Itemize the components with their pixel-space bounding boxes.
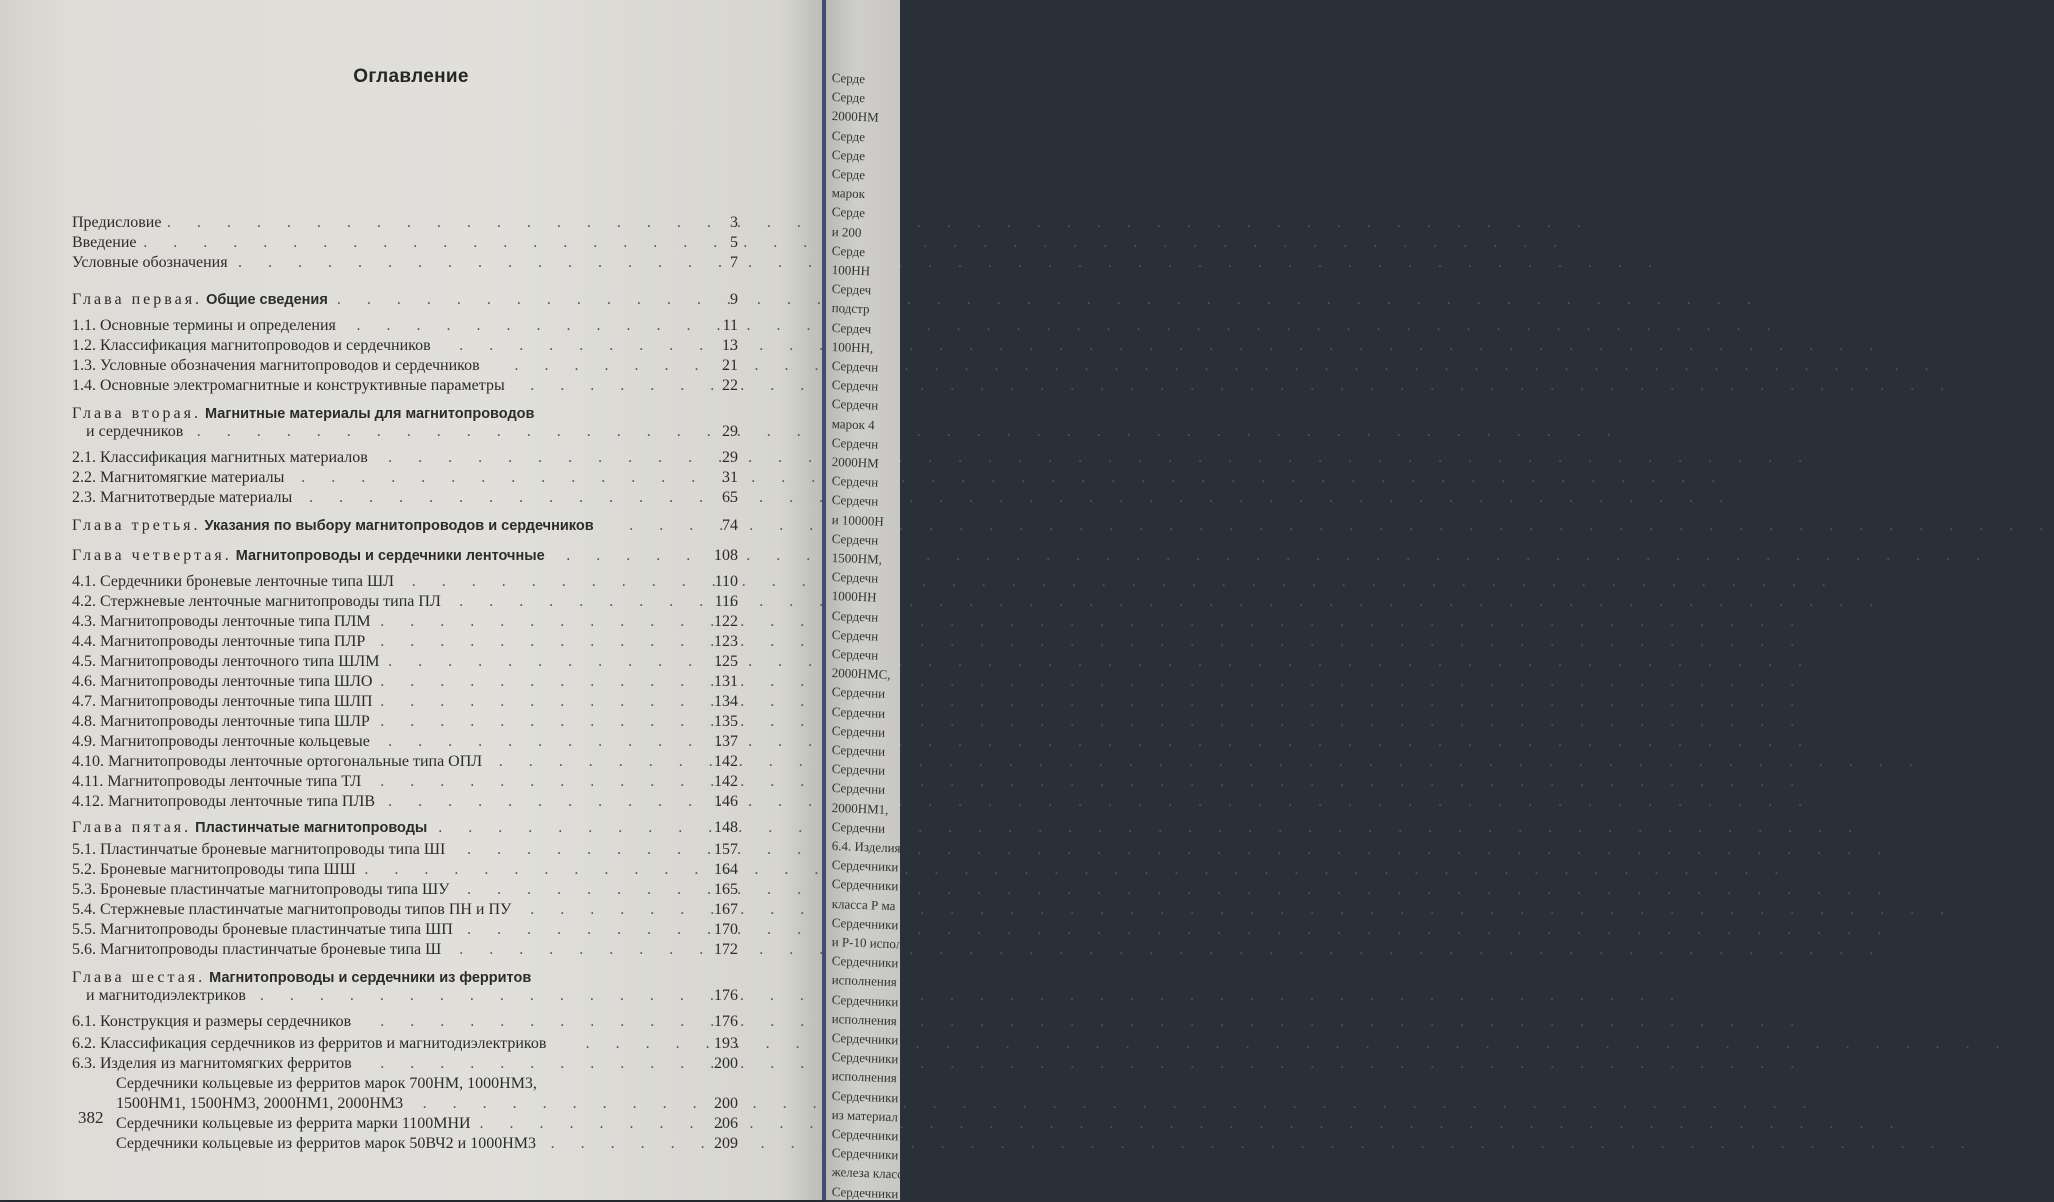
toc-entry bbox=[0, 1012, 822, 1032]
toc-entry bbox=[0, 612, 822, 632]
adjacent-page-text: Сердечн bbox=[831, 492, 879, 510]
toc-page-number: 11 bbox=[722, 317, 738, 334]
dot-leader bbox=[380, 612, 699, 632]
toc-entry-label: и сердечников bbox=[86, 423, 184, 440]
toc-entry-label: 1.4. Основные электромагнитные и конструктивные параметры bbox=[72, 377, 505, 394]
toc-entry bbox=[0, 213, 822, 233]
adjacent-page-text: 100НН bbox=[831, 262, 871, 279]
chapter-number: Глава пятая. bbox=[72, 819, 192, 836]
adjacent-page-text: Сердечники bbox=[831, 953, 899, 971]
dot-leader bbox=[357, 316, 709, 336]
toc-page-number: 110 bbox=[714, 573, 738, 590]
toc-page-number: 200 bbox=[714, 1055, 738, 1072]
adjacent-page-text: Сердечн bbox=[831, 569, 879, 586]
dot-leader bbox=[515, 356, 709, 376]
chapter-number: Глава первая. bbox=[72, 291, 203, 308]
dot-leader bbox=[412, 572, 699, 592]
dot-leader bbox=[197, 422, 708, 442]
toc-entry bbox=[0, 772, 822, 792]
adjacent-page-text: Сердечни bbox=[831, 761, 886, 779]
toc-entry-label: 6.3. Изделия из магнитомягких ферритов bbox=[72, 1055, 352, 1072]
toc-entry-label: и магнитодиэлектриков bbox=[86, 987, 246, 1004]
adjacent-page-text: и 10000Н bbox=[831, 511, 885, 529]
toc-page-number: 7 bbox=[730, 254, 738, 271]
adjacent-page-text: Сердечники bbox=[831, 914, 899, 933]
dot-leader bbox=[467, 840, 699, 860]
adjacent-page-text: Серде bbox=[831, 242, 866, 259]
adjacent-page-text: Сердечни bbox=[831, 780, 886, 798]
toc-page-number: 146 bbox=[714, 793, 738, 810]
toc-entry bbox=[0, 752, 822, 772]
toc-entry bbox=[0, 316, 822, 336]
toc-entry bbox=[0, 448, 822, 468]
adjacent-page-text: 1500НМ, bbox=[831, 550, 883, 567]
dot-leader bbox=[480, 1114, 700, 1134]
dot-leader bbox=[629, 516, 708, 536]
toc-entry bbox=[0, 336, 822, 356]
toc-entry bbox=[0, 880, 822, 900]
toc-entry-label: 2.3. Магнитотвердые материалы bbox=[72, 489, 293, 506]
adjacent-page-text: Серде bbox=[831, 146, 866, 163]
toc-entry-label: Условные обозначения bbox=[72, 254, 228, 271]
toc-entry-label: Предисловие bbox=[72, 214, 162, 231]
toc-entry-label: 1500НМ1, 1500НМ3, 2000НМ1, 2000НМ3 bbox=[116, 1095, 404, 1112]
toc-chapter-row bbox=[0, 968, 822, 988]
adjacent-page-text: Сердечники bbox=[831, 1183, 899, 1201]
dot-leader bbox=[301, 468, 708, 488]
adjacent-page-text: подстр bbox=[831, 300, 870, 317]
toc-title: Оглавление bbox=[353, 66, 469, 87]
toc-entry bbox=[0, 672, 822, 692]
toc-page-number: 29 bbox=[722, 449, 738, 466]
toc-page-number: 148 bbox=[714, 819, 738, 836]
toc-entry bbox=[0, 233, 822, 253]
dot-leader bbox=[238, 253, 717, 273]
toc-entry-label: 6.1. Конструкция и размеры сердечников bbox=[72, 1013, 352, 1030]
toc-page-number: 123 bbox=[714, 633, 738, 650]
chapter-number: Глава третья. bbox=[72, 517, 201, 534]
adjacent-page-text: 1000НН bbox=[831, 588, 877, 605]
toc-chapter-row bbox=[0, 818, 822, 838]
toc-entry bbox=[0, 860, 822, 880]
toc-entry bbox=[0, 1094, 822, 1114]
toc-page-number: 134 bbox=[714, 693, 738, 710]
adjacent-page-text: и Р-10 испол bbox=[831, 934, 903, 952]
toc-entry bbox=[0, 1114, 822, 1134]
toc-entry-label: Введение bbox=[72, 234, 137, 251]
chapter-title: Магнитопроводы и сердечники ленточные bbox=[231, 548, 545, 564]
toc-page-number: 209 bbox=[714, 1135, 738, 1152]
toc-entry-label: 1.3. Условные обозначения магнитопроводов и сердечников bbox=[72, 357, 480, 374]
toc-chapter-row bbox=[0, 546, 822, 566]
adjacent-page-fragment bbox=[826, 0, 917, 1201]
toc-page-number: 142 bbox=[714, 753, 738, 770]
toc-entry bbox=[0, 488, 822, 508]
adjacent-page-text: Сердечн bbox=[831, 646, 879, 663]
adjacent-page-text: Сердечн bbox=[831, 377, 879, 394]
toc-page-number: 193 bbox=[714, 1035, 738, 1052]
adjacent-page-text: 2000НМС, bbox=[831, 665, 891, 683]
toc-entry-label: 6.2. Классификация сердечников из ферритов и магнитодиэлектриков bbox=[72, 1035, 547, 1052]
book-page bbox=[0, 0, 822, 1200]
dot-leader bbox=[380, 672, 699, 692]
adjacent-page-text: Сердечники bbox=[831, 1126, 899, 1144]
dot-leader bbox=[380, 692, 699, 712]
adjacent-page-text: 100НН, bbox=[831, 338, 874, 356]
dot-leader bbox=[380, 1054, 699, 1074]
toc-page-number: 108 bbox=[714, 547, 738, 564]
toc-entry-label: 4.2. Стержневые ленточные магнитопроводы типа ПЛ bbox=[72, 593, 441, 610]
adjacent-page-text: 2000НМ1, bbox=[831, 799, 889, 817]
toc-page-number: 200 bbox=[714, 1095, 738, 1112]
chapter-number: Глава шестая. bbox=[72, 969, 206, 986]
toc-entry bbox=[0, 1054, 822, 1074]
dot-leader bbox=[566, 546, 699, 566]
dot-leader bbox=[467, 880, 699, 900]
adjacent-page-text: Серде bbox=[831, 166, 866, 183]
toc-entry-label: 4.6. Магнитопроводы ленточные типа ШЛО bbox=[72, 673, 373, 690]
toc-entry-label: 4.1. Сердечники броневые ленточные типа ШЛ bbox=[72, 573, 395, 590]
adjacent-page-text: исполнения 2 bbox=[831, 1010, 907, 1029]
toc-entry bbox=[0, 712, 822, 732]
adjacent-page-text: Сердечни bbox=[831, 722, 886, 740]
adjacent-page-text: Сердечники bbox=[831, 1145, 899, 1163]
adjacent-page-text: Сердеч bbox=[831, 281, 872, 298]
adjacent-page-text: Сердечники bbox=[831, 991, 899, 1009]
toc-page-number: 167 bbox=[714, 901, 738, 918]
dot-leader bbox=[380, 712, 699, 732]
dot-leader bbox=[459, 592, 699, 612]
toc-page-number: 165 bbox=[714, 881, 738, 898]
toc-entry-label: 5.4. Стержневые пластинчатые магнитопроводы типов ПН и ПУ bbox=[72, 901, 512, 918]
dot-leader bbox=[380, 1012, 699, 1032]
toc-chapter-heading bbox=[72, 516, 594, 536]
toc-entry bbox=[0, 840, 822, 860]
toc-page-number: 131 bbox=[714, 673, 738, 690]
toc-entry-label: 4.9. Магнитопроводы ленточные кольцевые bbox=[72, 733, 370, 750]
toc-entry-label: 4.8. Магнитопроводы ленточные типа ШЛР bbox=[72, 713, 370, 730]
adjacent-page-text: Сердечн bbox=[831, 358, 879, 375]
adjacent-page-text: и 200 bbox=[831, 223, 862, 240]
adjacent-page-text: Сердечники bbox=[831, 1049, 899, 1067]
toc-entry bbox=[0, 900, 822, 920]
dot-leader bbox=[459, 940, 699, 960]
toc-entry-label: Сердечники кольцевые из ферритов марок 700НМ, 1000НМ3, bbox=[116, 1075, 537, 1092]
dot-leader bbox=[530, 376, 708, 396]
toc-entry-label: 4.7. Магнитопроводы ленточные типа ШЛП bbox=[72, 693, 373, 710]
toc-entry bbox=[0, 253, 822, 273]
toc-page-number: 176 bbox=[714, 1013, 738, 1030]
toc-chapter-row bbox=[0, 404, 822, 424]
adjacent-page-text: исполнения bbox=[831, 972, 898, 990]
toc-entry-label: 4.12. Магнитопроводы ленточные типа ПЛВ bbox=[72, 793, 376, 810]
adjacent-page-text: железа класс bbox=[831, 1164, 904, 1182]
adjacent-page-text: Сердечн bbox=[831, 473, 879, 490]
toc-chapter-row bbox=[0, 290, 822, 310]
dot-leader bbox=[438, 818, 699, 838]
dot-leader bbox=[260, 986, 699, 1006]
adjacent-page-text: 2000НМ bbox=[831, 108, 879, 126]
toc-page-number: 172 bbox=[714, 941, 738, 958]
chapter-title: Магнитные материалы для магнитопроводов bbox=[200, 406, 535, 422]
toc-entry-label: 5.1. Пластинчатые броневые магнитопроводы типа ШI bbox=[72, 841, 446, 858]
toc-chapter-heading bbox=[72, 404, 534, 424]
dot-leader bbox=[467, 920, 699, 940]
toc-entry bbox=[0, 1074, 822, 1094]
toc-page-number: 206 bbox=[714, 1115, 738, 1132]
dot-leader bbox=[167, 213, 717, 233]
chapter-number: Глава вторая. bbox=[72, 405, 201, 422]
chapter-title: Магнитопроводы и сердечники из ферритов bbox=[205, 970, 532, 986]
toc-entry bbox=[0, 920, 822, 940]
toc-entry-label: 4.3. Магнитопроводы ленточные типа ПЛМ bbox=[72, 613, 371, 630]
dot-leader bbox=[388, 732, 699, 752]
toc-entry-label: Сердечники кольцевые из феррита марки 1100МНИ bbox=[116, 1115, 471, 1132]
dot-leader bbox=[309, 488, 708, 508]
toc-page-number: 125 bbox=[714, 653, 738, 670]
adjacent-page-text: Сердечн bbox=[831, 607, 879, 625]
toc-entry-label: 1.1. Основные термины и определения bbox=[72, 317, 336, 334]
adjacent-page-text: Сердеч bbox=[831, 319, 872, 336]
toc-page-number: 164 bbox=[714, 861, 738, 878]
dot-leader bbox=[586, 1034, 699, 1054]
adjacent-page-text: Сердечники bbox=[831, 1087, 899, 1105]
dot-leader bbox=[499, 752, 699, 772]
toc-page-number: 5 bbox=[730, 234, 738, 251]
toc-page-number: 21 bbox=[722, 357, 738, 374]
adjacent-page-text: 6.4. Изделия из bbox=[831, 838, 917, 856]
toc-chapter-heading bbox=[72, 546, 545, 566]
toc-entry-label: 4.11. Магнитопроводы ленточные типа ТЛ bbox=[72, 773, 362, 790]
dot-leader bbox=[530, 900, 699, 920]
adjacent-page-text: Серде bbox=[831, 204, 866, 221]
toc-entry bbox=[0, 732, 822, 752]
adjacent-page-text: Сердечн bbox=[831, 434, 879, 452]
toc-entry-label: 2.1. Классификация магнитных материалов bbox=[72, 449, 368, 466]
toc-entry-label: Сердечники кольцевые из ферритов марок 50ВЧ2 и 1000НМ3 bbox=[116, 1135, 536, 1152]
chapter-title: Пластинчатые магнитопроводы bbox=[191, 820, 428, 836]
adjacent-page-text: Серде bbox=[831, 70, 866, 87]
toc-entry-label: 5.3. Броневые пластинчатые магнитопроводы типа ШУ bbox=[72, 881, 450, 898]
toc-entry-label: 2.2. Магнитомягкие материалы bbox=[72, 469, 285, 486]
toc-entry bbox=[0, 572, 822, 592]
dot-leader bbox=[380, 772, 699, 792]
toc-chapter-heading bbox=[72, 818, 427, 838]
toc-entry bbox=[0, 1134, 822, 1154]
toc-entry-label: 4.10. Магнитопроводы ленточные ортогональные типа ОПЛ bbox=[72, 753, 483, 770]
chapter-title: Общие сведения bbox=[202, 292, 328, 308]
adjacent-page-text: Сердечники bbox=[831, 1030, 899, 1048]
toc-entry bbox=[0, 652, 822, 672]
adjacent-page-text: Сердечн bbox=[831, 626, 879, 644]
toc-entry-label: 5.2. Броневые магнитопроводы типа ШШ bbox=[72, 861, 356, 878]
dot-leader bbox=[380, 632, 699, 652]
dot-leader bbox=[337, 290, 717, 310]
toc-entry-label: 1.2. Классификация магнитопроводов и сердечников bbox=[72, 337, 431, 354]
toc-page-number: 22 bbox=[722, 377, 738, 394]
adjacent-page-text: Сердечн bbox=[831, 530, 879, 548]
adjacent-page-text: Сердечники bbox=[831, 876, 899, 894]
toc-page-number: 135 bbox=[714, 713, 738, 730]
toc-entry-label: 5.5. Магнитопроводы броневые пластинчатые типа ШП bbox=[72, 921, 453, 938]
adjacent-page-text: Сердечни bbox=[831, 703, 886, 721]
adjacent-page-text: Сердечни bbox=[831, 818, 886, 836]
toc-entry bbox=[0, 422, 822, 442]
toc-page-number: 176 bbox=[714, 987, 738, 1004]
toc-entry bbox=[0, 1034, 822, 1054]
chapter-number: Глава четвертая. bbox=[72, 547, 232, 564]
dot-leader bbox=[364, 860, 699, 880]
toc-page-number: 31 bbox=[722, 469, 738, 486]
toc-page-number: 3 bbox=[730, 214, 738, 231]
toc-entry bbox=[0, 792, 822, 812]
adjacent-page-text: марок 4 bbox=[831, 415, 875, 433]
toc-entry bbox=[0, 356, 822, 376]
adjacent-page-text: марок bbox=[831, 185, 866, 202]
toc-page-number: 29 bbox=[722, 423, 738, 440]
toc-page-number: 142 bbox=[714, 773, 738, 790]
toc-page-number: 9 bbox=[730, 291, 738, 308]
toc-page-number: 137 bbox=[714, 733, 738, 750]
toc-entry-label: 4.4. Магнитопроводы ленточные типа ПЛР bbox=[72, 633, 366, 650]
dot-leader bbox=[551, 1134, 699, 1154]
toc-chapter-heading bbox=[72, 968, 531, 988]
adjacent-page-text: класса Р ма bbox=[831, 895, 896, 913]
toc-entry bbox=[0, 940, 822, 960]
toc-page-number: 74 bbox=[722, 517, 738, 534]
adjacent-page-text: Серде bbox=[831, 127, 866, 144]
adjacent-page-text: Сердечн bbox=[831, 396, 879, 414]
toc-entry-label: 4.5. Магнитопроводы ленточного типа ШЛМ bbox=[72, 653, 380, 670]
toc-page-number: 157 bbox=[714, 841, 738, 858]
toc-page-number: 170 bbox=[714, 921, 738, 938]
toc-page-number: 65 bbox=[722, 489, 738, 506]
adjacent-page-text: Сердечни bbox=[831, 684, 886, 702]
page-number: 382 bbox=[78, 1108, 104, 1127]
dot-leader bbox=[388, 448, 708, 468]
dot-leader bbox=[393, 1094, 699, 1114]
adjacent-page-text: Сердечники bbox=[831, 857, 899, 875]
dot-leader bbox=[459, 336, 708, 356]
toc-chapter-row bbox=[0, 516, 822, 536]
toc-page-number: 13 bbox=[722, 337, 738, 354]
toc-entry bbox=[0, 632, 822, 652]
toc-page-number: 116 bbox=[714, 593, 738, 610]
adjacent-page-text: 2000НМ bbox=[831, 454, 879, 471]
toc-page-number: 122 bbox=[714, 613, 738, 630]
dot-leader bbox=[388, 652, 699, 672]
toc-entry bbox=[0, 692, 822, 712]
dot-leader bbox=[143, 233, 717, 253]
toc-entry-label: 5.6. Магнитопроводы пластинчатые броневые типа Ш bbox=[72, 941, 442, 958]
toc-entry bbox=[0, 468, 822, 488]
toc-entry bbox=[0, 592, 822, 612]
adjacent-page-text: Серде bbox=[831, 89, 866, 106]
adjacent-page-text: из материал bbox=[831, 1106, 899, 1125]
adjacent-page-text: Сердечни bbox=[831, 742, 886, 759]
dot-leader bbox=[388, 792, 699, 812]
adjacent-page-text: исполнения 3 bbox=[831, 1068, 907, 1086]
toc-chapter-heading bbox=[72, 290, 328, 310]
chapter-title: Указания по выбору магнитопроводов и сердечников bbox=[200, 518, 594, 534]
toc-entry bbox=[0, 986, 822, 1006]
toc-entry bbox=[0, 376, 822, 396]
